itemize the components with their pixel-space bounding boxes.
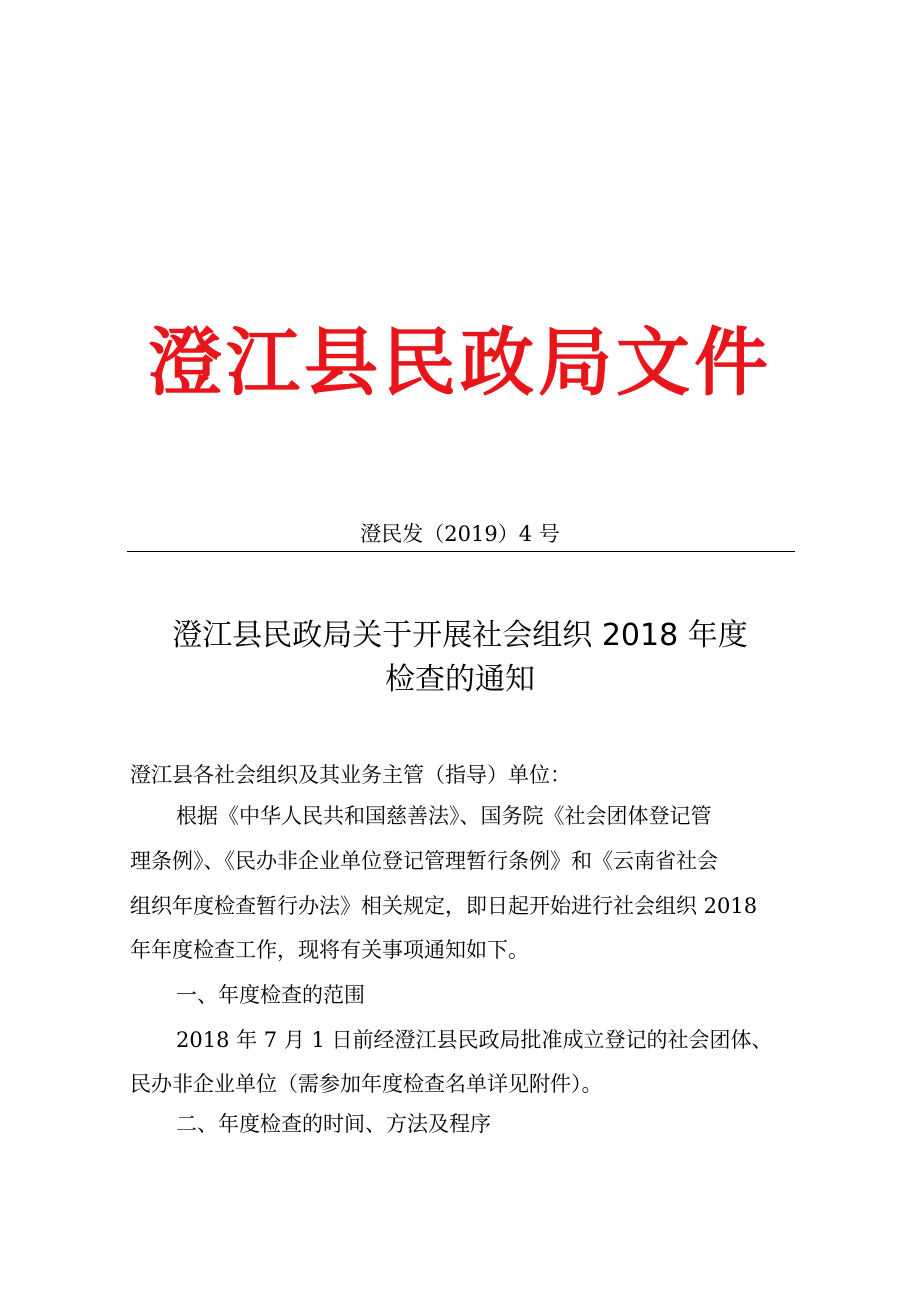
section-2-heading: 二、年度检查的时间、方法及程序 — [176, 1112, 491, 1136]
intro-paragraph-line: 年年度检查工作，现将有关事项通知如下。 — [130, 938, 529, 962]
document-number: 澄民发（2019）4 号 — [360, 522, 560, 546]
notice-title-line-2: 检查的通知 — [385, 662, 535, 697]
header-divider — [127, 551, 795, 552]
intro-paragraph-line: 根据《中华人民共和国慈善法》、国务院《社会团体登记管 — [176, 804, 712, 828]
notice-title-line-1: 澄江县民政局关于开展社会组织 2018 年度 — [172, 618, 748, 653]
section-1-heading: 一、年度检查的范围 — [176, 983, 365, 1007]
section-1-text-line: 2018 年 7 月 1 日前经澄江县民政局批准成立登记的社会团体、 — [176, 1028, 773, 1052]
section-1-text-line: 民办非企业单位（需参加年度检查名单详见附件）。 — [130, 1072, 603, 1096]
intro-paragraph-line: 理条例》、《民办非企业单位登记管理暂行条例》和《云南省社会 — [130, 849, 718, 873]
salutation: 澄江县各社会组织及其业务主管（指导）单位： — [130, 763, 571, 787]
document-masthead: 澄江县民政局文件 — [148, 320, 772, 406]
intro-paragraph-line: 组织年度检查暂行办法》相关规定，即日起开始进行社会组织 2018 — [130, 894, 758, 918]
